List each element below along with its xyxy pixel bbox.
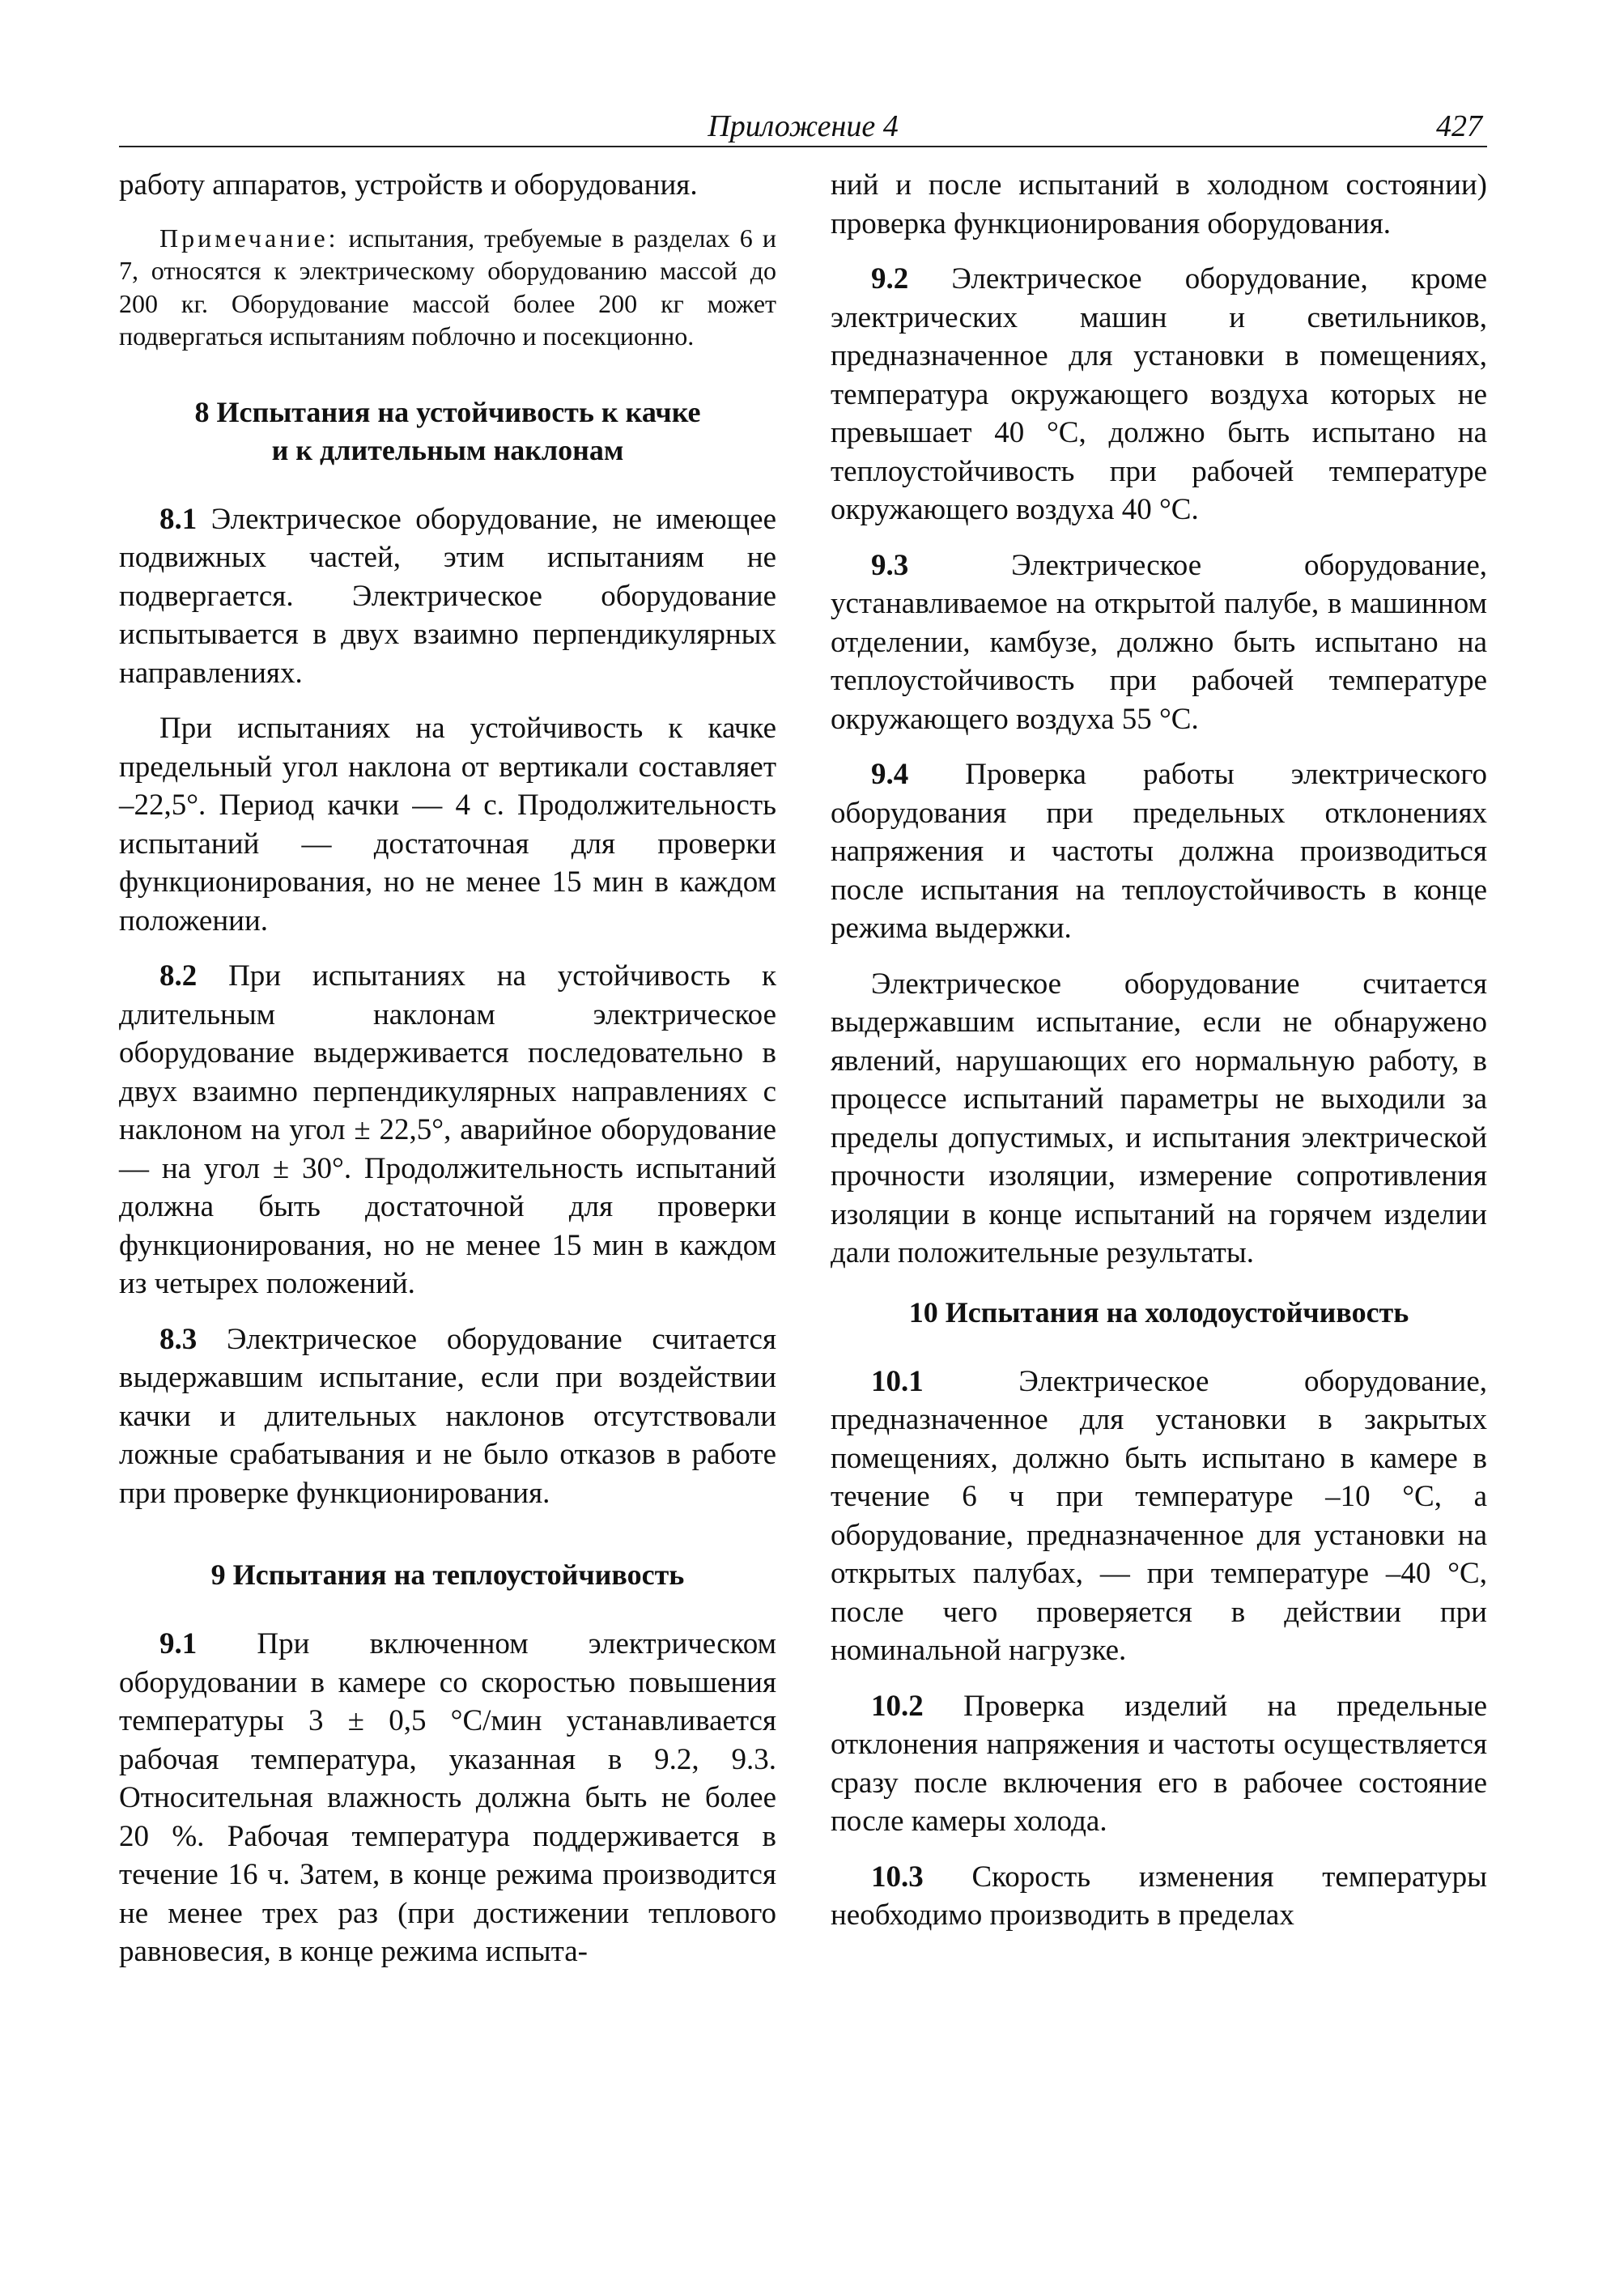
note-paragraph bbox=[119, 222, 776, 353]
section-8-heading bbox=[119, 393, 776, 470]
clause-number: 8.3 bbox=[159, 1322, 198, 1356]
clause-text: Электрическое оборудование, устанавливаемое на открытой палубе, в машинном отделении, камбузе, должно быть испытано на теплоустойчивость при рабочей температуре окружающего воздуха 55 °С. bbox=[831, 548, 1487, 736]
section-9-heading: 9 Испытания на теплоустойчивость bbox=[210, 1558, 685, 1591]
paragraph-9-3 bbox=[831, 546, 1487, 739]
clause-number: 9.2 bbox=[871, 262, 909, 296]
left-column bbox=[119, 166, 776, 1988]
section-8-heading-line1: 8 Испытания на устойчивость к качке bbox=[194, 395, 701, 428]
clause-text: При испытаниях на устойчивость к длительным наклонам электрическое оборудование выдерживается последовательно в двух взаимно перпендикулярных направлениях с наклоном на угол ± 22,5°, аварийное оборудование — на угол ± 30°. Продолжительность испытаний должна быть достаточной для проверки функционирования, но не менее 15 мин в каждом из четырех положений. bbox=[119, 959, 776, 1300]
right-column bbox=[831, 166, 1487, 1952]
paragraph-8-3 bbox=[119, 1320, 776, 1513]
paragraph-9-1 bbox=[119, 1625, 776, 1971]
clause-text: Электрическое оборудование считается выдержавшим испытание, если при воздействии качки и длительных наклонов отсутствовали ложные срабатывания и не было отказов в работе при проверке функционирования. bbox=[119, 1322, 776, 1510]
clause-number: 10.2 bbox=[871, 1689, 924, 1723]
clause-number: 9.3 bbox=[871, 548, 909, 582]
section-10-heading: 10 Испытания на холодоустойчивость bbox=[908, 1295, 1409, 1329]
section-8-heading-line2: и к длительным наклонам bbox=[271, 433, 624, 466]
clause-number: 8.1 bbox=[159, 502, 198, 536]
paragraph-continued: работу аппаратов, устройств и оборудования. bbox=[119, 168, 698, 202]
paragraph-10-3 bbox=[831, 1858, 1487, 1935]
clause-text: Электрическое оборудование, предназначенное для установки в закрытых помещениях, должно быть испытано в камере в течение 6 ч при температуре –10 °С, а оборудование, предназначенное для установки на открытых палубах, — при температуре –40 °С, после чего проверяется в действии при номинальной нагрузке. bbox=[831, 1364, 1487, 1667]
page-number: 427 bbox=[1436, 109, 1482, 143]
paragraph-8-1-b: При испытаниях на устойчивость к качке предельный угол наклона от вертикали составляет –22,5°. Период качки — 4 с. Продолжительность испытаний — достаточная для проверки функционирования, но не менее 15 мин в каждом положении. bbox=[119, 712, 776, 938]
paragraph-8-2 bbox=[119, 957, 776, 1303]
clause-text: Скорость изменения температуры необходимо производить в пределах bbox=[831, 1860, 1487, 1932]
clause-text: Электрическое оборудование, кроме электрических машин и светильников, предназначенное для установки в помещениях, температура окружающего воздуха которых не превышает 40 °С, должно быть испытано на теплоустойчивость при рабочей температуре окружающего воздуха 40 °С. bbox=[831, 262, 1487, 526]
paragraph-10-2 bbox=[831, 1687, 1487, 1841]
note-text: испытания, требуемые в разделах 6 и 7, относятся к электрическому оборудованию массой до 200 кг. Оборудование массой более 200 кг может подвергаться испытаниям поблочно и посекционно. bbox=[119, 223, 776, 351]
clause-number: 9.4 bbox=[871, 758, 909, 791]
paragraph-9-4-b: Электрическое оборудование считается выдержавшим испытание, если не обнаружено явлений, нарушающих его нормальную работу, в процессе испытаний параметры не выходили за пределы допустимых, и испытания электрической прочности изоляции, измерение сопротивления изоляции в конце испытаний на горячем изделии дали положительные результаты. bbox=[831, 967, 1487, 1269]
clause-number: 8.2 bbox=[159, 959, 198, 993]
clause-text: При включенном электрическом оборудовании в камере со скоростью повышения температуры 3 ± 0,5 °С/мин устанавливается рабочая температура, указанная в 9.2, 9.3. Относительная влажность должна быть не более 20 %. Рабочая температура поддерживается в течение 16 ч. Затем, в конце режима производится не менее трех раз (при достижении теплового равновесия, в конце режима испыта- bbox=[119, 1627, 776, 1968]
clause-text: Проверка работы электрического оборудования при предельных отклонениях напряжения и частоты должна производиться после испытания на теплоустойчивость в конце режима выдержки. bbox=[831, 758, 1487, 945]
paragraph-9-2 bbox=[831, 260, 1487, 529]
note-label: Примечание: bbox=[159, 223, 339, 253]
clause-number: 10.3 bbox=[871, 1860, 924, 1894]
paragraph-8-1 bbox=[119, 500, 776, 693]
paragraph-9-4 bbox=[831, 755, 1487, 948]
running-title: Приложение 4 bbox=[708, 109, 899, 143]
clause-number: 9.1 bbox=[159, 1627, 198, 1660]
clause-text: Проверка изделий на предельные отклонения напряжения и частоты осуществляется сразу после включения его в рабочее состояние после камеры холода. bbox=[831, 1689, 1487, 1838]
clause-number: 10.1 bbox=[871, 1364, 924, 1398]
clause-text: Электрическое оборудование, не имеющее подвижных частей, этим испытаниям не подвергается. Электрическое оборудование испытывается в двух взаимно перпендикулярных направлениях. bbox=[119, 502, 776, 690]
page-header bbox=[119, 99, 1487, 147]
paragraph-continued: ний и после испытаний в холодном состоянии) проверка функционирования оборудования. bbox=[831, 168, 1487, 240]
paragraph-10-1 bbox=[831, 1363, 1487, 1670]
